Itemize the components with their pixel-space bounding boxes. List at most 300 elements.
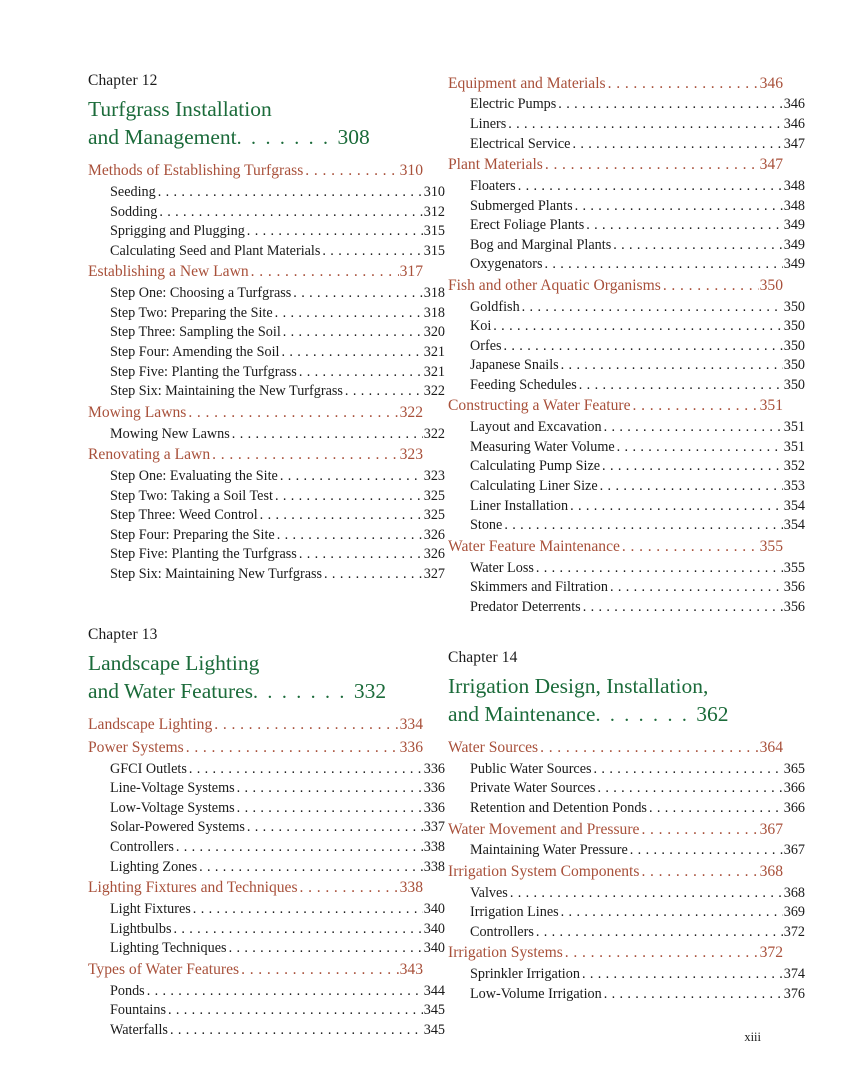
toc-leader-dots xyxy=(602,459,783,473)
toc-leader-dots xyxy=(193,902,423,916)
toc-entry-list xyxy=(448,72,805,617)
toc-entry-label: Step Five: Planting the Turfgrass xyxy=(110,546,297,563)
toc-subsection-entry[interactable] xyxy=(88,362,445,382)
toc-entry-label: Maintaining Water Pressure xyxy=(470,842,628,859)
toc-entry-page: 350 xyxy=(783,337,805,354)
chapter-title-text: and Maintenance xyxy=(448,702,596,726)
toc-subsection-entry[interactable] xyxy=(88,303,445,323)
toc-entry-page: 349 xyxy=(783,236,805,253)
toc-subsection-entry[interactable] xyxy=(448,437,805,457)
toc-leader-dots xyxy=(147,984,423,998)
toc-leader-dots xyxy=(633,398,759,414)
toc-entry-label: Step One: Evaluating the Site xyxy=(110,467,278,484)
toc-entry-label: Light Fixtures xyxy=(110,900,191,917)
toc-entry-label: Predator Deterrents xyxy=(470,598,581,615)
toc-entry-label: Power Systems xyxy=(88,738,184,756)
toc-entry-label: Measuring Water Volume xyxy=(470,438,615,455)
toc-entry-page: 355 xyxy=(783,559,805,576)
toc-leader-dots xyxy=(241,962,399,978)
chapter-title[interactable] xyxy=(88,95,423,152)
toc-entry-page: 347 xyxy=(783,135,805,152)
toc-leader-dots xyxy=(641,864,758,880)
toc-leader-dots xyxy=(545,257,783,271)
toc-leader-dots xyxy=(641,822,758,838)
toc-leader-dots xyxy=(170,1023,423,1037)
toc-leader-dots xyxy=(159,205,422,219)
chapter-title-leader-dots: . . . . . . . xyxy=(595,704,697,726)
toc-subsection-entry[interactable] xyxy=(448,255,805,275)
toc-entry-label: Waterfalls xyxy=(110,1021,168,1038)
toc-leader-dots xyxy=(168,1003,423,1017)
toc-subsection-entry[interactable] xyxy=(448,476,805,496)
toc-subsection-entry[interactable] xyxy=(88,241,445,261)
toc-entry-label: Controllers xyxy=(110,839,174,856)
toc-subsection-entry[interactable] xyxy=(88,545,445,565)
toc-entry-page: 346 xyxy=(783,116,805,133)
toc-entry-page: 353 xyxy=(783,478,805,495)
toc-subsection-entry[interactable] xyxy=(448,134,805,154)
chapter-title-text: Turfgrass Installation xyxy=(88,97,272,121)
chapter-title-text: Landscape Lighting xyxy=(88,650,260,675)
toc-entry-label: Japanese Snails xyxy=(470,357,559,374)
toc-entry-list xyxy=(448,736,805,1003)
toc-subsection-entry[interactable] xyxy=(448,297,805,317)
toc-subsection-entry[interactable] xyxy=(88,424,445,444)
toc-entry-page: 318 xyxy=(423,304,445,321)
toc-leader-dots xyxy=(561,358,783,372)
toc-leader-dots xyxy=(212,447,398,463)
toc-entry-label: Line-Voltage Systems xyxy=(110,780,235,797)
toc-subsection-entry[interactable] xyxy=(448,235,805,255)
toc-entry-page: 325 xyxy=(423,487,445,504)
toc-entry-label: Ponds xyxy=(110,982,145,999)
toc-subsection-entry[interactable] xyxy=(88,779,445,799)
toc-leader-dots xyxy=(522,300,783,314)
toc-section-entry[interactable] xyxy=(448,395,783,418)
toc-entry-label: Feeding Schedules xyxy=(470,376,577,393)
toc-entry-label: Sprigging and Plugging xyxy=(110,223,245,240)
toc-entry-label: Step Three: Weed Control xyxy=(110,507,258,524)
toc-leader-dots xyxy=(275,489,423,503)
toc-section-entry[interactable] xyxy=(448,736,783,759)
toc-entry-page: 374 xyxy=(783,966,805,983)
toc-entry-label: Stone xyxy=(470,517,503,534)
chapter-section xyxy=(88,72,445,584)
toc-subsection-entry[interactable] xyxy=(88,202,445,222)
toc-entry-label: Liner Installation xyxy=(470,497,569,514)
toc-leader-dots xyxy=(504,518,782,532)
toc-leader-dots xyxy=(617,440,783,454)
toc-leader-dots xyxy=(604,420,783,434)
toc-leader-dots xyxy=(237,781,423,795)
toc-entry-page: 366 xyxy=(783,780,805,797)
toc-subsection-entry[interactable] xyxy=(448,196,805,216)
toc-section-entry[interactable] xyxy=(88,713,423,736)
toc-entry-page: 326 xyxy=(423,526,445,543)
toc-entry-label: Landscape Lighting xyxy=(88,716,213,734)
chapter-title-text: Irrigation Design, Installation, xyxy=(448,673,709,698)
toc-entry-page: 348 xyxy=(783,177,805,194)
toc-subsection-entry[interactable] xyxy=(88,981,445,1001)
toc-entry-label: Lighting Techniques xyxy=(110,940,227,957)
toc-section-entry[interactable] xyxy=(88,877,423,900)
toc-leader-dots xyxy=(508,117,782,131)
toc-entry-page: 337 xyxy=(423,819,445,836)
toc-entry-page: 346 xyxy=(783,96,805,113)
toc-entry-label: Low-Volume Irrigation xyxy=(470,985,602,1002)
toc-subsection-entry[interactable] xyxy=(448,215,805,235)
toc-subsection-entry[interactable] xyxy=(448,176,805,196)
toc-leader-dots xyxy=(189,762,423,776)
toc-entry-page: 315 xyxy=(423,242,445,259)
toc-entry-label: Skimmers and Filtration xyxy=(470,579,608,596)
toc-entry-label: Step Four: Amending the Soil xyxy=(110,344,280,361)
toc-subsection-entry[interactable] xyxy=(448,841,805,861)
toc-entry-label: Calculating Pump Size xyxy=(470,458,601,475)
toc-leader-dots xyxy=(493,319,782,333)
toc-entry-page: 334 xyxy=(399,716,423,734)
toc-subsection-entry[interactable] xyxy=(88,1020,445,1040)
toc-section-entry[interactable] xyxy=(448,274,783,297)
chapter-title-text: and Management xyxy=(88,125,237,150)
toc-entry-page: 372 xyxy=(759,944,783,962)
toc-subsection-entry[interactable] xyxy=(88,938,445,958)
chapter-title-line xyxy=(88,677,423,705)
toc-subsection-entry[interactable] xyxy=(88,564,445,584)
chapter-title-leader-dots: . . . . . . . xyxy=(253,681,354,704)
toc-entry-page: 336 xyxy=(423,780,445,797)
toc-subsection-entry[interactable] xyxy=(448,883,805,903)
toc-entry-label: Electrical Service xyxy=(470,135,571,152)
toc-subsection-entry[interactable] xyxy=(448,496,805,516)
toc-entry-page: 364 xyxy=(759,738,783,756)
toc-leader-dots xyxy=(300,880,399,896)
toc-subsection-entry[interactable] xyxy=(448,375,805,395)
toc-entry-page: 340 xyxy=(423,940,445,957)
toc-subsection-entry[interactable] xyxy=(448,922,805,942)
toc-entry-page: 365 xyxy=(783,760,805,777)
toc-entry-page: 351 xyxy=(783,438,805,455)
toc-subsection-entry[interactable] xyxy=(88,899,445,919)
toc-entry-page: 349 xyxy=(783,256,805,273)
toc-leader-dots xyxy=(275,306,423,320)
chapter-title-page: 308 xyxy=(337,125,370,150)
toc-entry-label: Lightbulbs xyxy=(110,920,172,937)
toc-entry-label: Water Sources xyxy=(448,738,539,756)
toc-subsection-entry[interactable] xyxy=(88,857,445,877)
toc-entry-page: 350 xyxy=(783,298,805,315)
toc-leader-dots xyxy=(510,886,783,900)
toc-entry-page: 347 xyxy=(759,156,783,174)
toc-entry-label: Equipment and Materials xyxy=(448,74,606,92)
toc-leader-dots xyxy=(188,405,398,421)
toc-entry-page: 338 xyxy=(423,839,445,856)
toc-entry-label: Water Feature Maintenance xyxy=(448,537,620,555)
toc-subsection-entry[interactable] xyxy=(88,284,445,304)
toc-entry-label: Step Three: Sampling the Soil xyxy=(110,324,281,341)
toc-leader-dots xyxy=(214,717,398,733)
toc-leader-dots xyxy=(572,137,782,151)
toc-entry-label: Fish and other Aquatic Organisms xyxy=(448,276,661,294)
toc-entry-label: Layout and Excavation xyxy=(470,419,602,436)
chapter-title-text: and Water Features xyxy=(88,679,254,704)
toc-leader-dots xyxy=(260,508,423,522)
toc-entry-page: 312 xyxy=(423,203,445,220)
toc-subsection-entry[interactable] xyxy=(448,418,805,438)
chapter-title[interactable] xyxy=(448,672,783,729)
toc-leader-dots xyxy=(630,843,783,857)
toc-entry-label: Low-Voltage Systems xyxy=(110,799,235,816)
toc-entry-page: 351 xyxy=(759,397,783,415)
toc-leader-dots xyxy=(558,97,782,111)
toc-leader-dots xyxy=(324,567,423,581)
toc-entry-label: Mowing New Lawns xyxy=(110,425,230,442)
chapter-title-line xyxy=(88,649,423,677)
toc-subsection-entry[interactable] xyxy=(448,558,805,578)
toc-subsection-entry[interactable] xyxy=(88,382,445,402)
toc-leader-dots xyxy=(281,345,422,359)
toc-entry-page: 356 xyxy=(783,579,805,596)
toc-leader-dots xyxy=(649,801,783,815)
toc-entry-label: Irrigation Lines xyxy=(470,904,559,921)
toc-entry-label: Private Water Sources xyxy=(470,780,596,797)
toc-entry-page: 369 xyxy=(783,904,805,921)
toc-leader-dots xyxy=(604,987,783,1001)
toc-section-entry[interactable] xyxy=(88,736,423,759)
toc-subsection-entry[interactable] xyxy=(448,798,805,818)
toc-leader-dots xyxy=(663,278,759,294)
toc-subsection-entry[interactable] xyxy=(448,597,805,617)
chapter-title-line xyxy=(88,123,423,151)
toc-leader-dots xyxy=(597,781,782,795)
chapter-section xyxy=(88,586,445,1040)
toc-leader-dots xyxy=(305,163,398,179)
toc-entry-page: 326 xyxy=(423,546,445,563)
toc-entry-page: 323 xyxy=(423,467,445,484)
toc-entry-page: 350 xyxy=(783,318,805,335)
toc-entry-list xyxy=(88,160,445,584)
toc-entry-label: Solar-Powered Systems xyxy=(110,819,245,836)
toc-subsection-entry[interactable] xyxy=(88,222,445,242)
toc-leader-dots xyxy=(299,365,423,379)
toc-entry-page: 323 xyxy=(399,446,423,464)
toc-section-entry[interactable] xyxy=(88,958,423,981)
toc-subsection-entry[interactable] xyxy=(88,837,445,857)
toc-leader-dots xyxy=(158,185,423,199)
toc-section-entry[interactable] xyxy=(448,942,783,965)
toc-entry-label: Lighting Zones xyxy=(110,858,198,875)
toc-leader-dots xyxy=(173,922,422,936)
toc-entry-label: Step Two: Taking a Soil Test xyxy=(110,487,273,504)
toc-leader-dots xyxy=(582,967,783,981)
toc-section-entry[interactable] xyxy=(88,160,423,183)
toc-entry-page: 327 xyxy=(423,565,445,582)
toc-leader-dots xyxy=(565,945,759,961)
toc-entry-page: 355 xyxy=(759,537,783,555)
toc-subsection-entry[interactable] xyxy=(88,919,445,939)
toc-subsection-entry[interactable] xyxy=(88,759,445,779)
toc-entry-page: 349 xyxy=(783,217,805,234)
toc-entry-page: 368 xyxy=(759,862,783,880)
toc-entry-page: 310 xyxy=(399,162,423,180)
toc-entry-label: Mowing Lawns xyxy=(88,403,187,421)
toc-entry-page: 354 xyxy=(783,517,805,534)
toc-leader-dots xyxy=(583,600,783,614)
toc-entry-label: Fountains xyxy=(110,1002,166,1019)
toc-subsection-entry[interactable] xyxy=(448,336,805,356)
toc-entry-label: Step Two: Preparing the Site xyxy=(110,304,273,321)
chapter-title-line xyxy=(448,700,783,728)
toc-entry-label: Types of Water Features xyxy=(88,960,240,978)
toc-entry-label: Electric Pumps xyxy=(470,96,557,113)
toc-subsection-entry[interactable] xyxy=(88,818,445,838)
toc-leader-dots xyxy=(345,384,423,398)
toc-leader-dots xyxy=(610,580,783,594)
toc-entry-page: 338 xyxy=(423,858,445,875)
toc-subsection-entry[interactable] xyxy=(448,759,805,779)
toc-subsection-entry[interactable] xyxy=(448,779,805,799)
toc-entry-page: 320 xyxy=(423,324,445,341)
toc-entry-page: 317 xyxy=(399,263,423,281)
toc-section-entry[interactable] xyxy=(448,860,783,883)
toc-leader-dots xyxy=(504,339,783,353)
toc-subsection-entry[interactable] xyxy=(448,903,805,923)
toc-entry-page: 368 xyxy=(783,884,805,901)
toc-entry-page: 350 xyxy=(783,376,805,393)
section-spacer xyxy=(88,586,423,626)
toc-subsection-entry[interactable] xyxy=(88,525,445,545)
toc-section-entry[interactable] xyxy=(88,443,423,466)
toc-leader-dots xyxy=(622,539,759,555)
toc-subsection-entry[interactable] xyxy=(88,466,445,486)
toc-entry-page: 344 xyxy=(423,982,445,999)
toc-leader-dots xyxy=(247,820,423,834)
toc-leader-dots xyxy=(561,905,783,919)
toc-entry-page: 345 xyxy=(423,1021,445,1038)
toc-subsection-entry[interactable] xyxy=(448,95,805,115)
toc-leader-dots xyxy=(283,325,423,339)
toc-leader-dots xyxy=(232,427,423,441)
toc-leader-dots xyxy=(247,224,423,238)
toc-entry-label: Step Six: Maintaining the New Turfgrass xyxy=(110,383,343,400)
toc-leader-dots xyxy=(299,547,423,561)
toc-subsection-entry[interactable] xyxy=(88,798,445,818)
toc-section-entry[interactable] xyxy=(448,154,783,177)
chapter-title-page: 362 xyxy=(696,702,729,726)
toc-subsection-entry[interactable] xyxy=(88,342,445,362)
toc-subsection-entry[interactable] xyxy=(448,457,805,477)
toc-section-entry[interactable] xyxy=(88,261,423,284)
toc-section-entry[interactable] xyxy=(448,535,783,558)
toc-leader-dots xyxy=(293,286,422,300)
toc-entry-page: 372 xyxy=(783,923,805,940)
toc-section-entry[interactable] xyxy=(448,72,783,95)
toc-leader-dots xyxy=(518,179,783,193)
toc-entry-page: 343 xyxy=(399,960,423,978)
toc-subsection-entry[interactable] xyxy=(88,183,445,203)
toc-entry-page: 352 xyxy=(783,458,805,475)
toc-leader-dots xyxy=(575,199,783,213)
toc-entry-page: 318 xyxy=(423,285,445,302)
toc-entry-label: Water Movement and Pressure xyxy=(448,820,640,838)
toc-entry-label: GFCI Outlets xyxy=(110,760,187,777)
toc-entry-label: Public Water Sources xyxy=(470,760,592,777)
toc-subsection-entry[interactable] xyxy=(448,984,805,1004)
toc-entry-page: 345 xyxy=(423,1002,445,1019)
toc-subsection-entry[interactable] xyxy=(448,114,805,134)
toc-leader-dots xyxy=(199,860,423,874)
toc-column-right xyxy=(448,72,805,1006)
toc-entry-page: 315 xyxy=(423,223,445,240)
toc-entry-page: 376 xyxy=(783,985,805,1002)
toc-entry-label: Retention and Detention Ponds xyxy=(470,800,647,817)
chapter-number-label: Chapter 14 xyxy=(448,648,518,666)
toc-entry-label: Step Six: Maintaining New Turfgrass xyxy=(110,565,323,582)
toc-subsection-entry[interactable] xyxy=(448,965,805,985)
toc-leader-dots xyxy=(536,561,783,575)
toc-entry-page: 322 xyxy=(423,383,445,400)
toc-entry-page: 322 xyxy=(399,403,423,421)
toc-entry-label: Calculating Seed and Plant Materials xyxy=(110,242,321,259)
toc-entry-label: Controllers xyxy=(470,923,534,940)
toc-entry-page: 350 xyxy=(783,357,805,374)
toc-entry-page: 356 xyxy=(783,598,805,615)
chapter-number-label: Chapter 12 xyxy=(88,72,158,89)
toc-entry-label: Orfes xyxy=(470,337,502,354)
toc-leader-dots xyxy=(545,157,759,173)
toc-leader-dots xyxy=(613,238,783,252)
toc-leader-dots xyxy=(277,528,423,542)
toc-entry-label: Establishing a New Lawn xyxy=(88,263,249,281)
toc-subsection-entry[interactable] xyxy=(448,356,805,376)
toc-entry-label: Floaters xyxy=(470,177,516,194)
page-folio: xiii xyxy=(744,1030,761,1044)
toc-entry-label: Irrigation Systems xyxy=(448,944,563,962)
toc-leader-dots xyxy=(229,941,423,955)
toc-entry-label: Methods of Establishing Turfgrass xyxy=(88,162,304,180)
chapter-title[interactable] xyxy=(88,649,423,706)
continued-section xyxy=(448,72,805,617)
toc-entry-page: 325 xyxy=(423,507,445,524)
toc-subsection-entry[interactable] xyxy=(448,577,805,597)
toc-entry-label: Liners xyxy=(470,116,507,133)
toc-leader-dots xyxy=(251,264,399,280)
toc-subsection-entry[interactable] xyxy=(88,323,445,343)
toc-subsection-entry[interactable] xyxy=(448,516,805,536)
toc-subsection-entry[interactable] xyxy=(88,505,445,525)
toc-entry-label: Plant Materials xyxy=(448,156,543,174)
toc-leader-dots xyxy=(536,925,783,939)
toc-leader-dots xyxy=(186,740,399,756)
toc-entry-label: Calculating Liner Size xyxy=(470,478,598,495)
toc-entry-page: 322 xyxy=(423,425,445,442)
chapter-title-page: 332 xyxy=(353,679,387,704)
toc-section-entry[interactable] xyxy=(448,818,783,841)
toc-subsection-entry[interactable] xyxy=(88,486,445,506)
toc-subsection-entry[interactable] xyxy=(88,1000,445,1020)
toc-entry-page: 367 xyxy=(783,842,805,859)
toc-leader-dots xyxy=(579,378,783,392)
section-spacer xyxy=(448,619,783,649)
toc-entry-page: 340 xyxy=(423,920,445,937)
toc-entry-page: 336 xyxy=(423,760,445,777)
toc-section-entry[interactable] xyxy=(88,401,423,424)
chapter-title-leader-dots: . . . . . . . xyxy=(236,127,338,150)
toc-leader-dots xyxy=(570,499,783,513)
toc-subsection-entry[interactable] xyxy=(448,317,805,337)
toc-entry-label: Koi xyxy=(470,318,492,335)
toc-column-left xyxy=(88,72,445,1042)
